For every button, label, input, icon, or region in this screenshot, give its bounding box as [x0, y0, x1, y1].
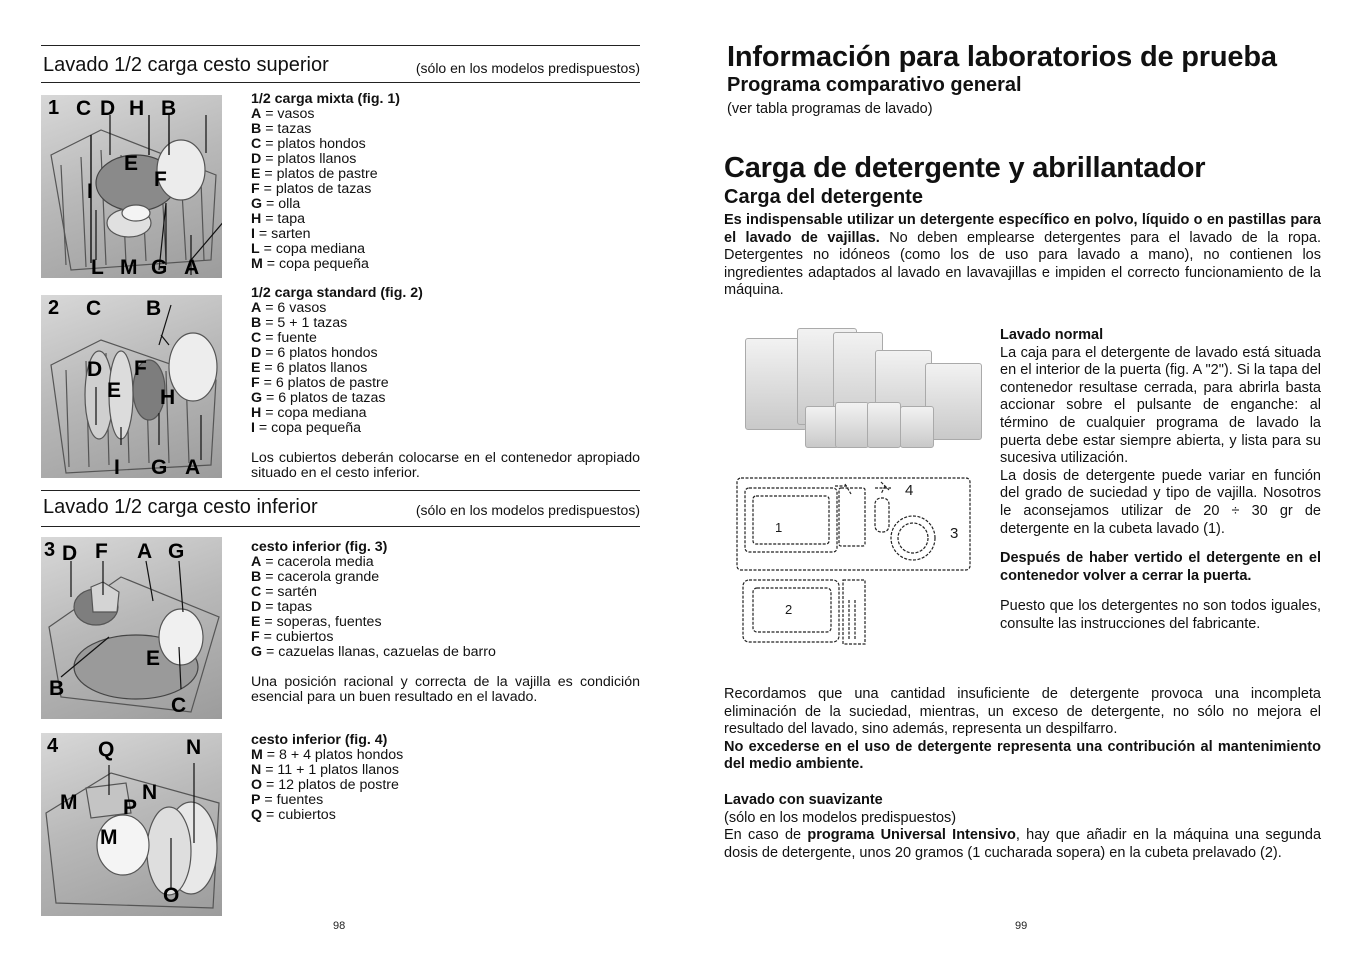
section-note-upper: (sólo en los modelos predispuestos)	[415, 60, 640, 76]
dispenser-label-4: 4	[905, 482, 914, 499]
fig1-label-a: A	[184, 256, 200, 278]
legend-row: E = platos de pastre	[251, 166, 378, 182]
fig1-label-i: I	[87, 180, 93, 203]
figure-2-number: 2	[48, 297, 60, 319]
legend-row: B = 5 + 1 tazas	[251, 315, 348, 331]
figure-3-legend-title: cesto inferior (fig. 3)	[251, 539, 388, 555]
legend-row: E = soperas, fuentes	[251, 614, 382, 630]
basket-illustration	[41, 95, 222, 278]
lavado-normal-p2: La dosis de detergente puede variar en función del grado de suciedad y tipo de vajilla. Nosotros le aconsejamos utilizar de 20 ÷ 30 gr de detergente en la cubeta lavado (1).	[1000, 467, 1321, 537]
legend-row: L = copa mediana	[251, 241, 365, 257]
legend-row: H = copa mediana	[251, 405, 367, 421]
fig2-label-d: D	[87, 358, 103, 381]
legend-row: D = 6 platos hondos	[251, 345, 378, 361]
figure-4-legend-title: cesto inferior (fig. 4)	[251, 732, 388, 748]
fig3-label-d: D	[62, 542, 78, 565]
page-number-left: 98	[333, 920, 346, 932]
fig4-label-q: Q	[98, 738, 115, 761]
fig1-label-c: C	[76, 97, 92, 120]
fig1-label-b: B	[161, 97, 177, 120]
lavado-normal-section	[1000, 327, 1321, 634]
legend-row: F = cubiertos	[251, 629, 334, 645]
fig3-label-e: E	[146, 647, 161, 670]
suavizante-note: (sólo en los modelos predispuestos)	[724, 809, 957, 826]
legend-row: O = 12 platos de postre	[251, 777, 399, 793]
fig2-label-a: A	[185, 456, 201, 478]
fig4-label-m: M	[60, 791, 78, 814]
detergent-bottle	[867, 402, 901, 448]
intro-rest: No deben emplearse detergentes para el lavado de la ropa. Detergentes no idóneos (como los de uso para lavado a mano), no contienen los ingredientes adaptados al lavado en lavavajillas e impiden el correcto funcionamiento de la máquina.	[724, 229, 1321, 299]
fig1-label-e: E	[124, 152, 139, 175]
figure-1-photo	[41, 95, 222, 278]
legend-row: M = 8 + 4 platos hondos	[251, 747, 404, 763]
figure-2-note: Los cubiertos deberán colocarse en el contenedor apropiado situado en el cesto inferior.	[251, 450, 640, 481]
section-title-upper: Lavado 1/2 carga cesto superior	[43, 54, 329, 76]
legend-row: D = platos llanos	[251, 151, 357, 167]
legend-row: P = fuentes	[251, 792, 324, 808]
reminder-paragraph: Recordamos que una cantidad insuficiente de detergente provoca una incompleta eliminación de la suciedad, mientras, un exceso de detergente, no sólo no mejora el resultado del lavado, sino además, representa un despilfarro.	[724, 686, 1321, 738]
legend-row: A = cacerola media	[251, 554, 374, 570]
heading-laboratorios: Información para laboratorios de prueba	[727, 41, 1277, 73]
heading-carga-detergente: Carga de detergente y abrillantador	[724, 152, 1206, 184]
detergent-bottle	[900, 406, 934, 448]
legend-row: E = 6 platos llanos	[251, 360, 368, 376]
intro-bold: Es indispensable utilizar un detergente específico en polvo, líquido o en pastillas para el lavado de vajillas.	[724, 212, 1321, 246]
dispenser-label-2: 2	[785, 602, 793, 617]
fig3-label-f: F	[95, 540, 108, 563]
subheading-carga-del-detergente: Carga del detergente	[724, 186, 923, 208]
fig1-label-l: L	[91, 256, 104, 278]
subheading-programa: Programa comparativo general	[727, 74, 1022, 96]
suavizante-section: Lavado con suavizante (sólo en los modelos predispuestos) En caso de programa Universal Intensivo, hay que añadir en la máquina una segunda dosis de detergente, unos 20 gramos (1 cucharada sopera) en la cubeta prelavado (2).	[724, 792, 1322, 861]
fig1-label-m: M	[120, 256, 138, 278]
lavado-normal-p1: La caja para el detergente de lavado está situada en el interior de la puerta (fig. A "2"). Si la tapa del contenedor resultase cerrada, para abrirla basta accionar sobre el pulsante de enganche: al término de cualquier programa de lavado la puerta debe estar siempre abierta, y lista para su sucesiva utilización.	[1000, 344, 1321, 467]
detergent-bottle	[835, 402, 869, 448]
figure-3-number: 3	[44, 539, 56, 561]
fig1-label-h: H	[129, 97, 145, 120]
fig4-label-n-2: N	[142, 781, 158, 804]
fig2-label-b: B	[146, 297, 162, 320]
lavado-normal-title: Lavado normal	[1000, 327, 1104, 343]
section-title-lower: Lavado 1/2 carga cesto inferior	[43, 496, 318, 518]
figure-1-legend-title: 1/2 carga mixta (fig. 1)	[251, 91, 401, 107]
basket-illustration	[41, 295, 222, 478]
environment-bold: No excederse en el uso de detergente representa una contribución al mantenimiento del medio ambiente.	[724, 738, 1321, 773]
fig1-label-d: D	[100, 97, 116, 120]
detergent-products-photo	[735, 328, 985, 453]
fig4-label-o: O	[163, 884, 180, 907]
fig4-label-p: P	[123, 796, 138, 819]
fig4-label-n: N	[186, 736, 202, 759]
figure-4-number: 4	[47, 735, 59, 757]
fig2-label-h: H	[160, 386, 176, 409]
legend-row: M = copa pequeña	[251, 256, 369, 272]
legend-row: I = sarten	[251, 226, 311, 242]
suavizante-program: programa Universal Intensivo	[807, 827, 1016, 844]
page-number-right: 99	[1015, 920, 1028, 932]
heading-note: (ver tabla programas de lavado)	[727, 101, 933, 117]
legend-row: G = 6 platos de tazas	[251, 390, 386, 406]
fig1-label-f: F	[154, 168, 167, 191]
fig2-label-e: E	[107, 379, 122, 402]
section-rule-lower-top	[41, 490, 640, 491]
figure-1-legend	[251, 92, 640, 272]
legend-row: B = cacerola grande	[251, 569, 380, 585]
section-rule-top	[41, 45, 640, 46]
detergent-bottle	[805, 406, 839, 448]
fig1-label-g: G	[151, 256, 168, 278]
figure-3-note: Una posición racional y correcta de la vajilla es condición esencial para un buen resultado en el lavado.	[251, 674, 640, 705]
legend-row: D = tapas	[251, 599, 313, 615]
reminder-section	[724, 686, 1321, 774]
basket-illustration	[41, 733, 222, 916]
figure-2-photo	[41, 295, 222, 478]
legend-row: C = platos hondos	[251, 136, 366, 152]
section-rule-lower-bottom	[41, 526, 640, 527]
section-rule-upper-bottom	[41, 82, 640, 83]
figure-4-photo	[41, 733, 222, 916]
legend-row: C = sartén	[251, 584, 317, 600]
figure-3-photo	[41, 537, 222, 719]
figure-3-legend	[251, 540, 640, 705]
fig2-label-f: F	[134, 357, 147, 380]
legend-row: F = 6 platos de pastre	[251, 375, 389, 391]
fig3-label-b: B	[49, 677, 65, 700]
figure-4-legend	[251, 733, 640, 823]
figure-2-legend	[251, 286, 640, 481]
fig3-label-g: G	[168, 540, 185, 563]
section-note-lower: (sólo en los modelos predispuestos)	[415, 502, 640, 518]
fig2-label-c: C	[86, 297, 102, 320]
dispenser-label-1: 1	[775, 520, 783, 535]
legend-row: B = tazas	[251, 121, 312, 137]
fig3-label-c: C	[171, 694, 187, 717]
manufacturer-note: Puesto que los detergentes no son todos iguales, consulte las instrucciones del fabricante.	[1000, 598, 1321, 632]
after-detergent-bold: Después de haber vertido el detergente en el contenedor volver a cerrar la puerta.	[1000, 550, 1321, 584]
fig4-label-m-2: M	[100, 826, 118, 849]
legend-row: H = tapa	[251, 211, 306, 227]
intro-paragraph	[724, 212, 1321, 300]
legend-row: N = 11 + 1 platos llanos	[251, 762, 400, 778]
fig2-label-g: G	[151, 456, 168, 478]
legend-row: G = olla	[251, 196, 301, 212]
legend-row: C = fuente	[251, 330, 317, 346]
figure-2-legend-title: 1/2 carga standard (fig. 2)	[251, 285, 423, 301]
suavizante-title: Lavado con suavizante	[724, 792, 883, 808]
figure-1-number: 1	[48, 97, 60, 119]
legend-row: Q = cubiertos	[251, 807, 336, 823]
fig2-label-i: I	[114, 456, 120, 478]
legend-row: A = 6 vasos	[251, 300, 327, 316]
dispenser-diagram	[735, 470, 975, 648]
legend-row: A = vasos	[251, 106, 315, 122]
legend-row: F = platos de tazas	[251, 181, 372, 197]
legend-row: I = copa pequeña	[251, 420, 362, 436]
dispenser-drawing	[735, 470, 975, 648]
legend-row: G = cazuelas llanas, cazuelas de barro	[251, 644, 496, 660]
fig3-label-a: A	[137, 540, 153, 563]
dispenser-label-3: 3	[950, 525, 959, 542]
